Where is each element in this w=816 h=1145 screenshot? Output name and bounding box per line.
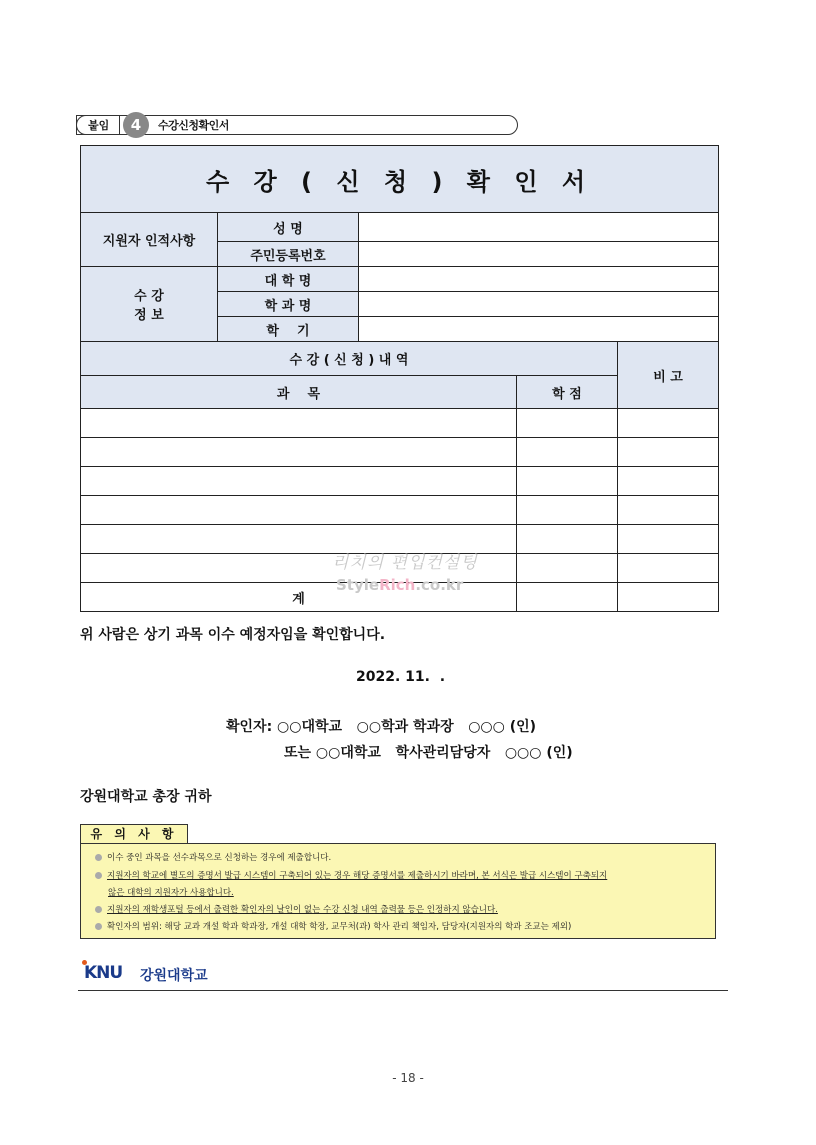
subject-cell[interactable] (81, 467, 517, 496)
id-number-label: 주민등록번호 (218, 242, 359, 267)
course-section-line2: 정 보 (134, 308, 164, 323)
credit-cell[interactable] (517, 438, 618, 467)
remarks-cell[interactable] (618, 438, 719, 467)
watermark-url-b: Rich (379, 576, 416, 594)
subject-cell[interactable] (81, 409, 517, 438)
notice-item-text: 확인자의 범위: 해당 교과 개설 학과 학과장, 개설 대학 학장, 교무처(과) 학사 관리 책임자, 담당자(지원자의 학과 조교는 제외) (107, 922, 572, 932)
subject-cell[interactable] (81, 438, 517, 467)
remarks-cell[interactable] (618, 496, 719, 525)
course-section-label (81, 267, 218, 342)
department-label: 학 과 명 (218, 292, 359, 317)
remarks-cell[interactable] (618, 525, 719, 554)
watermark-url-c: .co.kr (415, 576, 464, 594)
name-label: 성 명 (218, 213, 359, 242)
credit-cell[interactable] (517, 525, 618, 554)
notice-item-text: 지원자의 재학생포털 등에서 출력한 확인자의 날인이 없는 수강 신청 내역 출력물 등은 인정하지 않습니다. (107, 905, 498, 915)
semester-label: 학 기 (218, 317, 359, 342)
university-value-cell[interactable] (359, 267, 719, 292)
remarks-cell[interactable] (618, 467, 719, 496)
knu-logo: KNU (84, 963, 123, 983)
credit-cell[interactable] (517, 409, 618, 438)
department-value-cell[interactable] (359, 292, 719, 317)
watermark-url (336, 576, 463, 594)
footer-divider (78, 990, 728, 991)
credit-header: 학 점 (517, 376, 618, 409)
notice-title: 유 의 사 항 (80, 824, 188, 844)
bullet-icon (95, 872, 102, 879)
confirmation-statement: 위 사람은 상기 과목 이수 예정자임을 확인합니다. (80, 627, 386, 643)
id-number-value-cell[interactable] (359, 242, 719, 267)
semester-value-cell[interactable] (359, 317, 719, 342)
subject-header: 과 목 (81, 376, 517, 409)
remarks-cell[interactable] (618, 554, 719, 583)
addressee: 강원대학교 총장 귀하 (80, 789, 212, 805)
subject-cell[interactable] (81, 496, 517, 525)
watermark-url-a: Style (336, 576, 380, 594)
notice-item (95, 903, 498, 915)
university-label: 대 학 명 (218, 267, 359, 292)
form-title: 수 강 ( 신 청 ) 확 인 서 (81, 146, 719, 213)
notice-item (95, 869, 607, 881)
watermark-text: 리치의 편입컨설팅 (332, 553, 478, 573)
remarks-header: 비 고 (618, 342, 719, 409)
notice-item-text: 않은 대학의 지원자가 사용합니다. (108, 888, 234, 898)
notice-item-continued (108, 886, 234, 898)
applicant-section-label: 지원자 인적사항 (81, 213, 218, 267)
total-remarks-cell[interactable] (618, 583, 719, 612)
course-section-line1: 수 강 (134, 289, 164, 304)
enrollment-header: 수 강 ( 신 청 ) 내 역 (81, 342, 618, 376)
remarks-cell[interactable] (618, 409, 719, 438)
confirmer-line-2: 또는 ○○대학교 학사관리담당자 ○○○ (인) (284, 745, 573, 761)
university-name: 강원대학교 (140, 968, 208, 984)
total-credit-cell[interactable] (517, 583, 618, 612)
header-badge-number: 4 (123, 112, 149, 138)
header-badge-label: 붙임 (88, 119, 110, 132)
bullet-icon (95, 923, 102, 930)
notice-item-text: 지원자의 학교에 별도의 증명서 발급 시스템이 구축되어 있는 경우 해당 증명서를 제출하시기 바라며, 본 서식은 발급 시스템이 구축되지 (107, 871, 608, 881)
notice-item (95, 851, 331, 863)
credit-cell[interactable] (517, 554, 618, 583)
bullet-icon (95, 906, 102, 913)
credit-cell[interactable] (517, 496, 618, 525)
page-number: - 18 - (392, 1071, 424, 1085)
confirmation-form-table (80, 145, 719, 612)
notice-box (80, 843, 716, 939)
notice-item-text: 이수 중인 과목을 선수과목으로 신청하는 경우에 제출합니다. (107, 853, 332, 863)
header-title: 수강신청확인서 (158, 119, 229, 132)
confirmer-line-1: 확인자: ○○대학교 ○○학과 학과장 ○○○ (인) (226, 719, 537, 735)
total-label: 계 (81, 583, 517, 612)
bullet-icon (95, 854, 102, 861)
name-value-cell[interactable] (359, 213, 719, 242)
issue-date: 2022. 11. . (356, 669, 446, 685)
notice-item (95, 920, 571, 932)
credit-cell[interactable] (517, 467, 618, 496)
